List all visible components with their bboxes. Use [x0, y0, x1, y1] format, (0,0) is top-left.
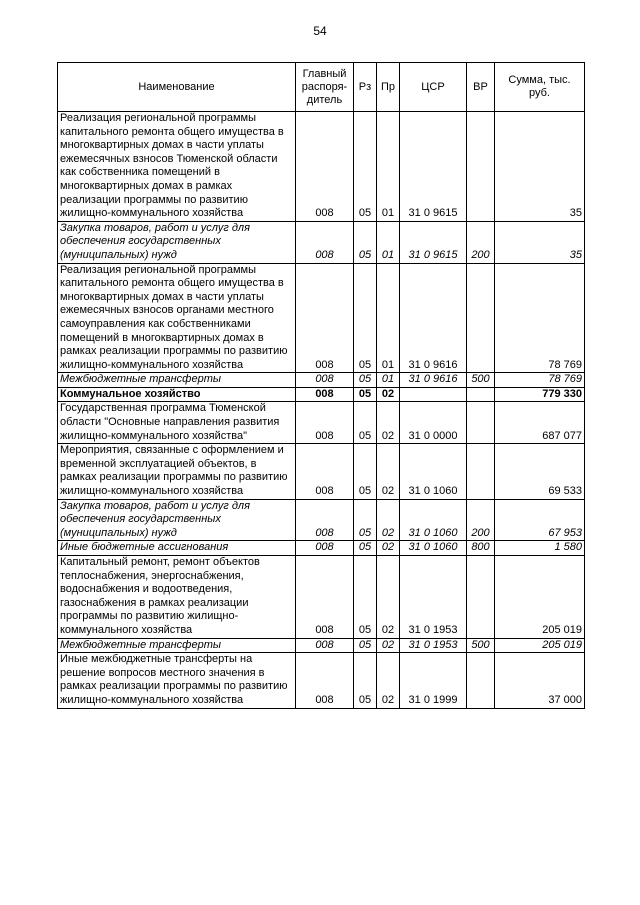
cell-sum: 779 330: [495, 387, 585, 402]
cell-manager: 008: [296, 444, 354, 499]
cell-pr: 01: [377, 263, 400, 373]
cell-csr: [400, 387, 467, 402]
cell-manager: 008: [296, 387, 354, 402]
cell-name: Межбюджетные трансферты: [58, 638, 296, 653]
header-manager: Главный распоря-дитель: [296, 63, 354, 112]
page-number: 54: [313, 24, 327, 38]
cell-vr: 800: [467, 541, 495, 556]
cell-sum: 205 019: [495, 638, 585, 653]
cell-name: Мероприятия, связанные с оформлением и временной эксплуатацией объектов, в рамках реализации программы по развитию жилищно-коммунального хозяйства: [58, 444, 296, 499]
table-row: [58, 112, 585, 222]
cell-pr: 02: [377, 444, 400, 499]
cell-rz: 05: [354, 112, 377, 222]
cell-pr: 02: [377, 638, 400, 653]
table-row: [58, 638, 585, 653]
header-rz: Рз: [354, 63, 377, 112]
table-row: [58, 373, 585, 388]
cell-name: Иные бюджетные ассигнования: [58, 541, 296, 556]
cell-csr: 31 0 9616: [400, 373, 467, 388]
cell-pr: 01: [377, 112, 400, 222]
cell-rz: 05: [354, 556, 377, 639]
table-row: [58, 541, 585, 556]
cell-vr: [467, 653, 495, 708]
cell-name: Коммунальное хозяйство: [58, 387, 296, 402]
cell-csr: 31 0 1953: [400, 556, 467, 639]
cell-manager: 008: [296, 263, 354, 373]
cell-name: Капитальный ремонт, ремонт объектов теплоснабжения, энергоснабжения, водоснабжения и водоотведения, газоснабжения в рамках реализации программы по развитию жилищно-коммунального хозяйства: [58, 556, 296, 639]
cell-rz: 05: [354, 263, 377, 373]
cell-vr: [467, 112, 495, 222]
cell-rz: 05: [354, 402, 377, 444]
cell-sum: 35: [495, 221, 585, 263]
table-row: [58, 402, 585, 444]
cell-manager: 008: [296, 556, 354, 639]
cell-csr: 31 0 9616: [400, 263, 467, 373]
cell-vr: 200: [467, 499, 495, 541]
cell-rz: 05: [354, 638, 377, 653]
cell-name: Межбюджетные трансферты: [58, 373, 296, 388]
cell-manager: 008: [296, 221, 354, 263]
cell-vr: [467, 402, 495, 444]
table-row: [58, 556, 585, 639]
header-vr: ВР: [467, 63, 495, 112]
cell-sum: 37 000: [495, 653, 585, 708]
cell-manager: 008: [296, 541, 354, 556]
cell-rz: 05: [354, 499, 377, 541]
cell-sum: 205 019: [495, 556, 585, 639]
table-row: [58, 221, 585, 263]
cell-manager: 008: [296, 112, 354, 222]
cell-name: Закупка товаров, работ и услуг для обеспечения государственных (муниципальных) нужд: [58, 499, 296, 541]
cell-sum: 67 953: [495, 499, 585, 541]
cell-csr: 31 0 1060: [400, 541, 467, 556]
cell-vr: 500: [467, 373, 495, 388]
cell-vr: 200: [467, 221, 495, 263]
cell-pr: 01: [377, 373, 400, 388]
cell-pr: 02: [377, 387, 400, 402]
table-row: [58, 653, 585, 708]
cell-vr: [467, 444, 495, 499]
header-pr: Пр: [377, 63, 400, 112]
cell-pr: 01: [377, 221, 400, 263]
cell-pr: 02: [377, 556, 400, 639]
cell-rz: 05: [354, 653, 377, 708]
cell-name: Реализация региональной программы капитального ремонта общего имущества в многоквартирных домах в части уплаты ежемесячных взносов органами местного самоуправления как собственниками помещений в многоквартирных домах в рамках реализации программы по развитию жилищно-коммунального хозяйства: [58, 263, 296, 373]
header-sum: Сумма, тыс. руб.: [495, 63, 585, 112]
cell-rz: 05: [354, 373, 377, 388]
cell-vr: 500: [467, 638, 495, 653]
table-row: [58, 444, 585, 499]
cell-pr: 02: [377, 653, 400, 708]
cell-manager: 008: [296, 638, 354, 653]
cell-pr: 02: [377, 402, 400, 444]
cell-rz: 05: [354, 387, 377, 402]
cell-name: Государственная программа Тюменской области "Основные направления развития жилищно-коммунального хозяйства": [58, 402, 296, 444]
cell-sum: 687 077: [495, 402, 585, 444]
cell-sum: 69 533: [495, 444, 585, 499]
cell-vr: [467, 263, 495, 373]
cell-name: Закупка товаров, работ и услуг для обеспечения государственных (муниципальных) нужд: [58, 221, 296, 263]
cell-csr: 31 0 1953: [400, 638, 467, 653]
cell-manager: 008: [296, 653, 354, 708]
cell-rz: 05: [354, 444, 377, 499]
cell-name: Реализация региональной программы капитального ремонта общего имущества в многоквартирных домах в части уплаты ежемесячных взносов Тюменской области как собственника помещений в многоквартирных домах в рамках реализации программы по развитию жилищно-коммунального хозяйства: [58, 112, 296, 222]
table-row: [58, 499, 585, 541]
header-name: Наименование: [58, 63, 296, 112]
cell-vr: [467, 387, 495, 402]
table-row: [58, 387, 585, 402]
cell-manager: 008: [296, 499, 354, 541]
cell-manager: 008: [296, 402, 354, 444]
header-csr: ЦСР: [400, 63, 467, 112]
cell-pr: 02: [377, 499, 400, 541]
header-row: [58, 63, 585, 112]
budget-table: [57, 62, 585, 709]
cell-csr: 31 0 9615: [400, 112, 467, 222]
cell-sum: 78 769: [495, 373, 585, 388]
cell-csr: 31 0 9615: [400, 221, 467, 263]
cell-sum: 1 580: [495, 541, 585, 556]
table-body: [58, 112, 585, 709]
cell-sum: 35: [495, 112, 585, 222]
cell-sum: 78 769: [495, 263, 585, 373]
cell-vr: [467, 556, 495, 639]
cell-csr: 31 0 1060: [400, 499, 467, 541]
cell-pr: 02: [377, 541, 400, 556]
table-row: [58, 263, 585, 373]
cell-csr: 31 0 1060: [400, 444, 467, 499]
cell-manager: 008: [296, 373, 354, 388]
cell-rz: 05: [354, 541, 377, 556]
cell-rz: 05: [354, 221, 377, 263]
cell-csr: 31 0 0000: [400, 402, 467, 444]
cell-csr: 31 0 1999: [400, 653, 467, 708]
cell-name: Иные межбюджетные трансферты на решение вопросов местного значения в рамках реализации программы по развитию жилищно-коммунального хозяйства: [58, 653, 296, 708]
